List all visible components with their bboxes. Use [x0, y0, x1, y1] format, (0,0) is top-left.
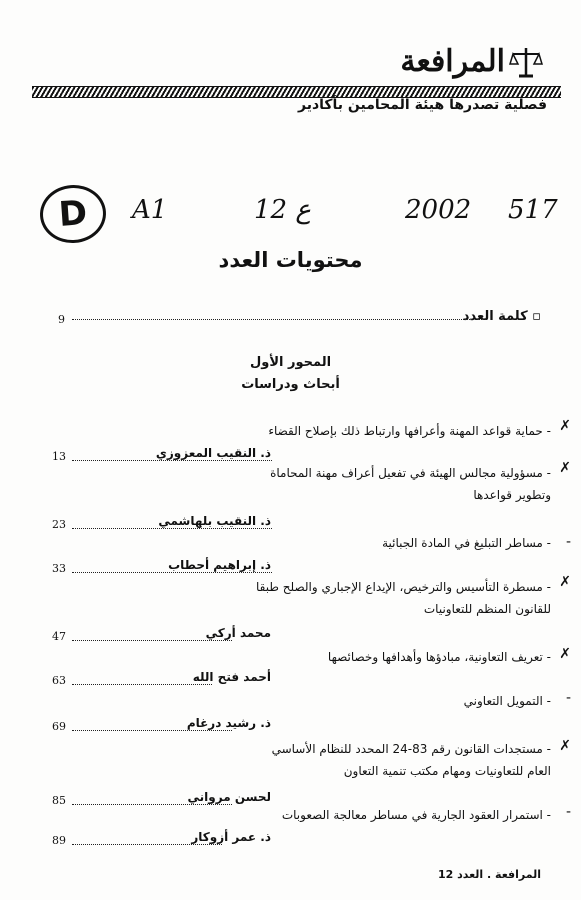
toc-intro-label: ▫ كلمة العدد — [462, 309, 541, 324]
toc-item-page: 33 — [52, 562, 66, 575]
toc-item-page: 13 — [52, 450, 66, 463]
dot-leader — [72, 319, 486, 320]
toc-item-title: - مساطر التبليغ في المادة الجبائية — [382, 536, 551, 550]
toc-item-page: 63 — [52, 674, 66, 687]
toc-intro-text: كلمة العدد — [462, 309, 528, 324]
toc-item-title: - مستجدات القانون رقم 83-24 المحدد للنظام الأساسي العام للتعاونيات ومهام مكتب تنمية التعاون — [271, 742, 551, 778]
toc-item-title: - استمرار العقود الجارية في مساطر معالجة الصعوبات — [281, 808, 551, 822]
dot-leader — [72, 460, 272, 461]
page-footer: المرافعة . العدد 12 — [437, 868, 541, 881]
check-mark-icon: - — [565, 690, 571, 706]
toc-item-title: - حماية قواعد المهنة وأعرافها وارتباط ذلك بإصلاح القضاء — [268, 424, 551, 438]
dot-leader — [72, 640, 232, 641]
check-mark-icon: ✗ — [559, 460, 571, 476]
toc-item-page: 23 — [52, 518, 66, 531]
handwritten-stamp: D — [38, 183, 108, 245]
section-title: المحور الأول — [249, 355, 332, 370]
toc-item-title: - مسطرة التأسيس والترخيص، الإيداع الإجباري والصلح طبقا للقانون المنظم للتعاونيات — [256, 580, 551, 616]
toc-item-page: 89 — [52, 834, 66, 847]
dot-leader — [72, 572, 272, 573]
dot-leader — [72, 528, 272, 529]
toc-item-author: محمد أركي — [205, 626, 271, 640]
journal-subtitle: فصلية تصدرها هيئة المحامين بأكادير — [298, 97, 547, 113]
page-title: محتويات العدد — [218, 248, 363, 272]
toc-item-author: أحمد فتح الله — [192, 670, 271, 684]
handwritten-issue: 12 ع — [254, 195, 311, 225]
toc-intro-page: 9 — [58, 313, 65, 326]
toc-item-author: ذ. إبراهيم أحطاب — [168, 558, 271, 572]
check-mark-icon: ✗ — [559, 418, 571, 434]
toc-item-title: - مسؤولية مجالس الهيئة في تفعيل أعراف مهنة المحاماة وتطوير قواعدها — [270, 466, 551, 502]
section-heading — [0, 352, 581, 396]
toc-item-author: ذ. رشيد درغام — [186, 716, 271, 730]
dot-leader — [72, 730, 232, 731]
toc-item-author: ذ. النقيب بلهاشمي — [158, 514, 271, 528]
toc-item-author: ذ. عمر أزوكار — [191, 830, 271, 844]
check-mark-icon: - — [565, 534, 571, 550]
section-subtitle: أبحاث ودراسات — [241, 377, 340, 392]
dot-leader — [72, 844, 222, 845]
journal-name: المرافعة — [400, 44, 505, 79]
check-mark-icon: ✗ — [559, 646, 571, 662]
check-mark-icon: - — [565, 804, 571, 820]
dot-leader — [72, 804, 232, 805]
toc-item-page: 47 — [52, 630, 66, 643]
toc-item-author: لحسن مرواني — [187, 790, 271, 804]
check-mark-icon: ✗ — [559, 574, 571, 590]
toc-item-title: - التمويل التعاوني — [463, 694, 551, 708]
handwritten-code: A1 — [132, 195, 168, 225]
toc-item-title: - تعريف التعاونية، مبادؤها وأهدافها وخصائصها — [327, 650, 551, 664]
check-mark-icon: ✗ — [559, 738, 571, 754]
handwritten-number: 517 — [508, 195, 558, 225]
toc-item-page: 85 — [52, 794, 66, 807]
toc-item-author: ذ. النقيب المعزوزي — [155, 446, 271, 460]
scales-of-justice-icon — [509, 44, 543, 80]
handwritten-year: 2002 — [405, 195, 472, 225]
toc-item-page: 69 — [52, 720, 66, 733]
dot-leader — [72, 684, 212, 685]
